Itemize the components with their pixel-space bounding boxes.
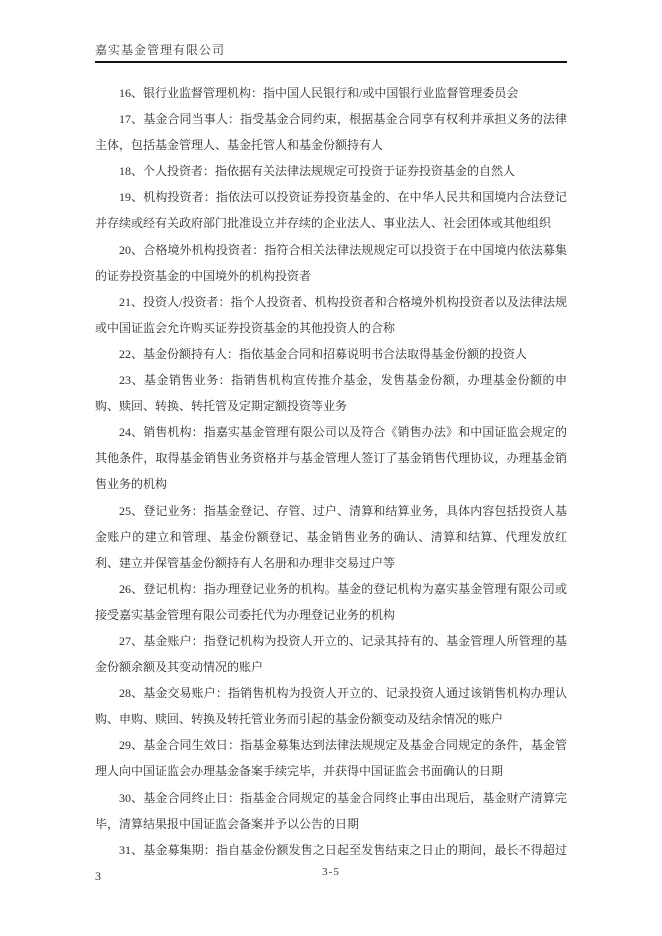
definition-22: 22、基金份额持有人：指依基金合同和招募说明书合法取得基金份额的投资人 bbox=[119, 346, 528, 361]
company-name: 嘉实基金管理有限公司 bbox=[95, 43, 226, 57]
definition-23: 23、基金销售业务：指销售机构宣传推介基金，发售基金份额，办理基金份额的申购、赎回、转换、转托管及定期定额投资等业务 bbox=[95, 373, 567, 414]
definition-25: 25、登记业务：指基金登记、存管、过户、清算和结算业务，具体内容包括投资人基金账户的建立和管理、基金份额登记、基金销售业务的确认、清算和结算、代理发放红利、建立并保管基金份额持有人名册和办理非交易过户等 bbox=[95, 503, 567, 570]
definition-29: 29、基金合同生效日：指基金募集达到法律法规规定及基金合同规定的条件，基金管理人向中国证监会办理基金备案手续完毕，并获得中国证监会书面确认的日期 bbox=[95, 738, 567, 779]
definition-16: 16、银行业监督管理机构：指中国人民银行和/或中国银行业监督管理委员会 bbox=[119, 86, 519, 100]
definition-18: 18、个人投资者：指依据有关法律法规规定可投资于证券投资基金的自然人 bbox=[119, 164, 516, 179]
page-number bbox=[0, 866, 662, 878]
definition-19: 19、机构投资者：指依法可以投资证券投资基金的、在中华人民共和国境内合法登记并存续或经有关政府部门批准设立并存续的企业法人、事业法人、社会团体或其他组织 bbox=[95, 190, 567, 231]
definition-21: 21、投资人/投资者：指个人投资者、机构投资者和合格境外机构投资者以及法律法规或中国证监会允许购买证券投资基金的其他投资人的合称 bbox=[95, 294, 567, 335]
definition-27: 27、基金账户：指登记机构为投资人开立的、记录其持有的、基金管理人所管理的基金份额余额及其变动情况的账户 bbox=[95, 633, 567, 675]
document-header bbox=[95, 41, 567, 63]
page-number-label: 3-5 bbox=[322, 866, 340, 878]
definition-31: 31、基金募集期：指自基金份额发售之日起至发售结束之日止的期间，最长不得超过 3 bbox=[95, 842, 567, 883]
definition-17: 17、基金合同当事人：指受基金合同约束，根据基金合同享有权利并承担义务的法律主体，包括基金管理人、基金托管人和基金份额持有人 bbox=[95, 112, 567, 153]
definitions-list bbox=[95, 80, 567, 889]
definition-26: 26、登记机构：指办理登记业务的机构。基金的登记机构为嘉实基金管理有限公司或接受嘉实基金管理有限公司委托代为办理登记业务的机构 bbox=[95, 581, 567, 622]
definition-20: 20、合格境外机构投资者：指符合相关法律法规规定可以投资于在中国境内依法募集的证券投资基金的中国境外的机构投资者 bbox=[95, 242, 567, 283]
definition-28: 28、基金交易账户：指销售机构为投资人开立的、记录投资人通过该销售机构办理认购、申购、赎回、转换及转托管业务而引起的基金份额变动及结余情况的账户 bbox=[95, 686, 567, 727]
definition-24: 24、销售机构：指嘉实基金管理有限公司以及符合《销售办法》和中国证监会规定的其他条件，取得基金销售业务资格并与基金管理人签订了基金销售代理协议，办理基金销售业务的机构 bbox=[95, 425, 567, 492]
definition-30: 30、基金合同终止日：指基金合同规定的基金合同终止事由出现后，基金财产清算完毕，清算结果报中国证监会备案并予以公告的日期 bbox=[95, 790, 567, 831]
